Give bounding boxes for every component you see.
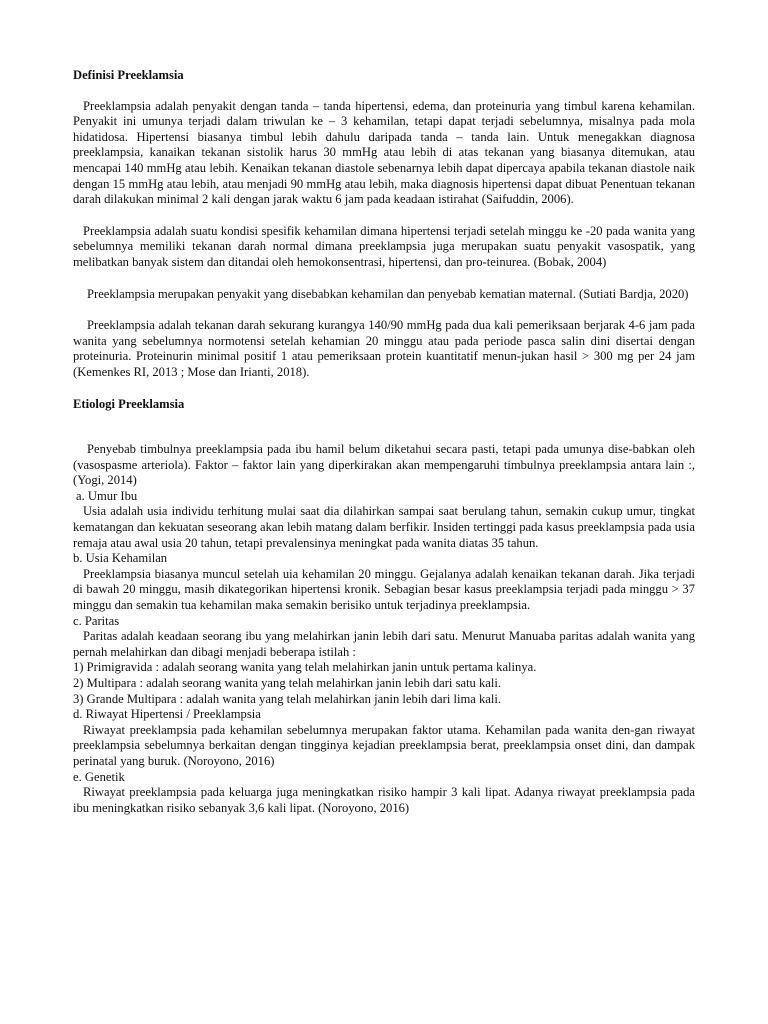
list-item: 2) Multipara : adalah seorang wanita yang telah melahirkan janin lebih dari satu kali. <box>73 676 502 690</box>
heading-etiologi: Etiologi Preeklamsia <box>73 396 185 411</box>
factor-b-title: b. Usia Kehamilan <box>73 551 168 566</box>
factor-a-text: Usia adalah usia individu terhitung mulai saat dia dilahirkan sampai saat berulang tahun, semakin cukup umur, tingkat kematangan dan kekuatan seseorang akan lebih matang dalam berfikir. Insiden tertinggi pada kasus preeklampsia pada usia remaja atau awal usia 20 tahun, tetapi prevalensinya meningkat pada wanita diatas 35 tahun. <box>73 504 695 550</box>
factor-e-title: e. Genetik <box>73 769 125 784</box>
factor-e-text: Riwayat preeklampsia pada keluarga juga meningkatkan risiko hampir 3 kali lipat. Adanya riwayat preeklampsia pada ibu meningkatkan risiko sebanyak 3,6 kali lipat. (Noroyono, 2016) <box>73 785 695 815</box>
definisi-paragraph-1: Preeklampsia adalah penyakit dengan tanda – tanda hipertensi, edema, dan proteinuria yang timbul karena kehamilan. Penyakit ini umunya terjadi dalam triwulan ke – 3 kehamilan, tetapi dapat terjadi sebelumnya, misalnya pada mola hidatidosa. Hipertensi biasanya timbul lebih dahulu daripada tanda – tanda lain. Untuk menegakkan diagnosa preeklampsia, kanaikan tekanan sistolik harus 30 mmHg atau lebih di atas tekanan yang biasanya ditemukan, atau mencapai 140 mmHg atau lebih. Kenaikan tekanan diastole sebenarnya lebih dapat dipercaya apabila tekanan diastole naik dengan 15 mmHg atau lebih, atau menjadi 90 mmHg atau lebih, maka diagnosis hipertensi dapat dibuat Penentuan tekanan darah dilakukan minimal 2 kali dengan jarak waktu 6 jam pada keadaan istirahat (Saifuddin, 2006). <box>73 98 695 207</box>
factor-a-title: a. Umur Ibu <box>76 488 138 503</box>
heading-definisi: Definisi Preeklamsia <box>73 68 184 82</box>
list-item: 3) Grande Multipara : adalah wanita yang telah melahirkan janin lebih dari lima kali. <box>73 691 502 706</box>
factor-c-text: Paritas adalah keadaan seorang ibu yang melahirkan janin lebih dari satu. Menurut Manuaba paritas adalah wanita yang pernah melahirkan dan dibagi menjadi beberapa istilah : <box>73 629 695 659</box>
etiologi-intro: Penyebab timbulnya preeklampsia pada ibu hamil belum diketahui secara pasti, tetapi pada umunya dise-babkan oleh (vasospasme arteriola). Faktor – faktor lain yang diperkirakan akan mempengaruhi timbulnya preeklampsia antara lain :,(Yogi, 2014) <box>73 442 695 488</box>
factor-d-title: d. Riwayat Hipertensi / Preeklampsia <box>73 707 261 722</box>
definisi-paragraph-3: Preeklampsia merupakan penyakit yang disebabkan kehamilan dan penyebab kematian maternal. (Sutiati Bardja, 2020) <box>87 286 689 301</box>
list-item: 1) Primigravida : adalah seorang wanita yang telah melahirkan janin untuk pertama kalinya. <box>73 660 537 675</box>
definisi-paragraph-4: Preeklampsia adalah tekanan darah sekurang kurangya 140/90 mmHg pada dua kali pemeriksaan berjarak 4-6 jam pada wanita yang sebelumnya normotensi setelah kehamian 20 minggu atau pada periode pasca salin dini disertai dengan proteinuria. Proteinurin minimal positif 1 atau pemeriksaan protein kuantitatif menun-jukan hasil > 300 mg per 24 jam (Kemenkes RI, 2013 ; Mose dan Irianti, 2018). <box>73 318 695 379</box>
factor-b-text: Preeklampsia biasanya muncul setelah uia kehamilan 20 minggu. Gejalanya adalah kenaikan tekanan darah. Jika terjadi di bawah 20 minggu, masih dikategorikan hipertensi kronik. Sebagian besar kasus preeklampsia terjadi pada minggu > 37 minggu dan semakin tua kehamilan maka semakin berisiko untuk terjadinya preeklampsia. <box>73 566 695 613</box>
definisi-paragraph-2: Preeklampsia adalah suatu kondisi spesifik kehamilan dimana hipertensi terjadi setelah minggu ke -20 pada wanita yang sebelumnya memiliki tekanan darah normal dimana preeklampsia juga merupakan suatu penyakit vasospatik, yang melibatkan banyak sistem dan ditandai oleh hemokonsentrasi, hipertensi, dan pro-teinurea. (Bobak, 2004) <box>73 223 695 269</box>
factor-d-text: Riwayat preeklampsia pada kehamilan sebelumnya merupakan faktor utama. Kehamilan pada wanita den-gan riwayat preeklampsia sebelumnya berkaitan dengan tingginya kejadian preeklampsia berat, preeklampsia onset dini, dan dampak perinatal yang buruk. (Noroyono, 2016) <box>73 722 695 768</box>
factor-c-title: c. Paritas <box>73 613 120 628</box>
